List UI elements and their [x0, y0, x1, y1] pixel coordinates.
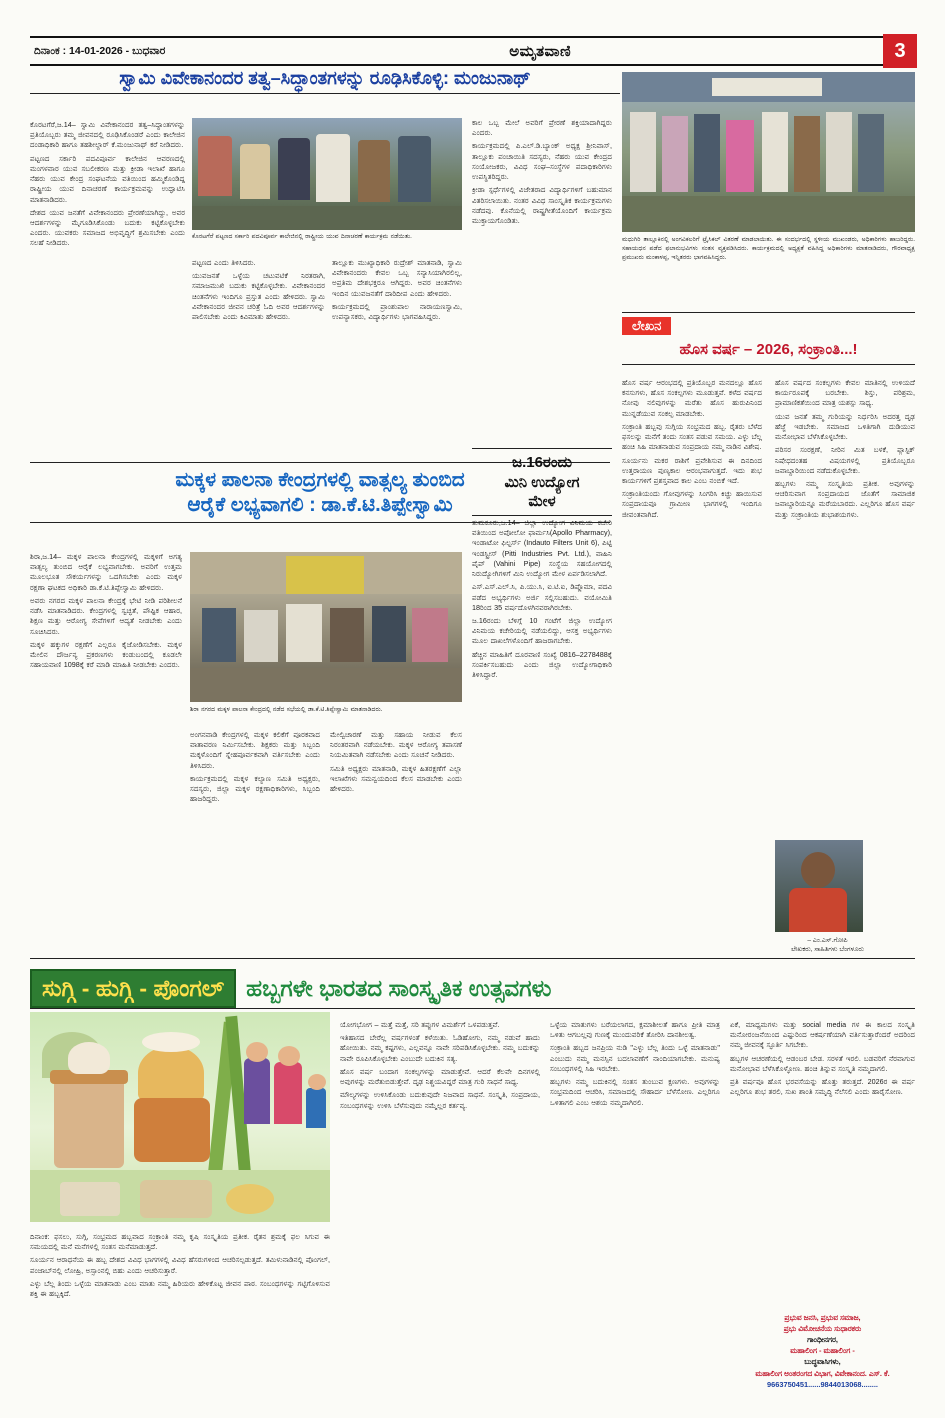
lekhana-column-1 — [622, 378, 762, 838]
paragraph: ಪ್ರತಿ ವರ್ಷವೂ ಹೊಸ ಭರವಸೆಯನ್ನು ಹೊತ್ತು ತರುತ್ತದೆ. 2026ರ ಈ ವರ್ಷ ಎಲ್ಲರಿಗೂ ಶುಭ ತರಲಿ, ಸುಖ ಶಾಂತಿ ಸಮೃದ್ಧಿ ನೆಲೆಸಲಿ ಎಂದು ಹಾರೈಸೋಣ. — [730, 1077, 915, 1097]
bottom-column-2 — [340, 1020, 540, 1405]
paragraph: ಕಾರ್ಯಕ್ರಮದಲ್ಲಿ ಪ್ರಾಂಶುಪಾಲ ನಾರಾಯಣಸ್ವಾಮಿ, ಉಪನ್ಯಾಸಕರು, ವಿದ್ಯಾರ್ಥಿಗಳು ಭಾಗವಹಿಸಿದ್ದರು. — [332, 301, 462, 322]
article1-column-4 — [472, 118, 612, 438]
paragraph: ಕಾಲ ಒಬ್ಬ ಮೇಲೆ ಅವರಿಗೆ ಪ್ರೇರಣೆ ಶಕ್ತಿಯಾದಾಗಿದ್ದರು ಎಂದರು. — [472, 118, 612, 138]
banner-left-title: ಸುಗ್ಗಿ - ಹುಗ್ಗಿ - ಪೊಂಗಲ್ — [30, 969, 236, 1008]
paragraph: ಏಕೆ, ಮಾಧ್ಯಮಗಳು ಮತ್ತು social media ಗಳ ಈ ಕಾಲದ ಸಂಸ್ಕೃತಿ ಮನೋರಂಜನೆಯಿಂದ ಎಷ್ಟುರಿಂದ ಆಕರ್ಷಣೆಯಾಗಿ ವರ್ತಿಸುತ್ತಾರೆಂದರೆ ಅದರಿಂದ ನಮ್ಮ ಜೀವನಕ್ಕೆ ಸ್ಫೂರ್ತಿ ಸಿಗಬೇಕು. — [730, 1020, 915, 1050]
banner-right-title: ಹಬ್ಬಗಳೇ ಭಾರತದ ಸಾಂಸ್ಕೃತಿಕ ಉತ್ಸವಗಳು — [246, 974, 552, 1001]
article1-headline-wrap — [30, 68, 620, 94]
article1-photo — [192, 118, 462, 230]
author-signature — [740, 936, 915, 954]
article1-photo2-caption: ಮಧುಗಿರಿ ತಾಲ್ಲೂಕಿನಲ್ಲಿ ಅಂಗವಿಕಲರಿಗೆ ಟ್ರೈಸಿಕಲ್ ವಿತರಣೆ ಮಾಡಲಾಯಿತು. ಈ ಸಂದರ್ಭದಲ್ಲಿ ಸ್ಥಳೀಯ ಮುಖಂಡರು, ಅಧಿಕಾರಿಗಳು ಹಾಜರಿದ್ದರು. ಸಹಾಯಧನ ಪಡೆದ ಫಲಾನುಭವಿಗಳು ಸಂತಸ ವ್ಯಕ್ತಪಡಿಸಿದರು. ಕಾರ್ಯಕ್ರಮದಲ್ಲಿ ಅಧ್ಯಕ್ಷತೆ ವಹಿಸಿದ್ದ ಅಧಿಕಾರಿಗಳು ಮಾತನಾಡಿದರು, ಗೌರವಾಧ್ಯಕ್ಷ ಪ್ರಮುಖರು ಮಂಕಾಳಪ್ಪ, ಇನ್ನಿತರರು ಭಾಗವಹಿಸಿದ್ದರು. — [622, 236, 915, 261]
paragraph: ಸೂರ್ಯನು ಮಕರ ರಾಶಿಗೆ ಪ್ರವೇಶಿಸುವ ಈ ದಿನದಿಂದ ಉತ್ತರಾಯಣ ಪುಣ್ಯಕಾಲ ಆರಂಭವಾಗುತ್ತದೆ. ಇದು ಶುಭ ಕಾರ್ಯಗಳಿಗೆ ಪ್ರಶಸ್ತವಾದ ಕಾಲ ಎಂಬ ನಂಬಿಕೆ ಇದೆ. — [622, 455, 762, 485]
paragraph: ಶಿರಾ,ಜ.14– ಮಕ್ಕಳ ಪಾಲನಾ ಕೇಂದ್ರಗಳಲ್ಲಿ ಮಕ್ಕಳಿಗೆ ಅಗತ್ಯ ವಾತ್ಸಲ್ಯ ತುಂಬಿದ ಆರೈಕೆ ಲಭ್ಯವಾಗಬೇಕು. ಅವರಿಗೆ ಉತ್ತಮ ಮೂಲಭೂತ ಸೌಕರ್ಯಗಳನ್ನು ಒದಗಿಸಬೇಕು ಎಂದು ಮಕ್ಕಳ ರಕ್ಷಣಾ ಘಟಕದ ಅಧಿಕಾರಿ ಡಾ.ಕೆ.ಟಿ.ತಿಪ್ಪೇಸ್ವಾಮಿ ಹೇಳಿದರು. — [30, 552, 182, 592]
paragraph: ಕೊರಟಗೆರೆ,ಜ.14– ಸ್ವಾಮಿ ವಿವೇಕಾನಂದರ ತತ್ವ–ಸಿದ್ಧಾಂತಗಳನ್ನು ಪ್ರತಿಯೊಬ್ಬರು ತಮ್ಮ ಜೀವನದಲ್ಲಿ ರೂಢಿಸಿಕೊಂಡರೆ ಎಂದು ಕಾಲೇಜಿನ ದಂಡಾಧಿಕಾರಿ ಹಾಗೂ ತಹಶೀಲ್ದಾರ್ ಕೆ.ಮಂಜುನಾಥ್ ಕರೆ ನೀಡಿದರು. — [30, 120, 185, 150]
paragraph: ಪಟ್ಟಣದ ಸರ್ಕಾರಿ ಪದವಿಪೂರ್ವ ಕಾಲೇಜಿನ ಆವರಣದಲ್ಲಿ ಮಂಗಳವಾರ ಯುವ ಸಬಲೀಕರಣ ಮತ್ತು ಕ್ರೀಡಾ ಇಲಾಖೆ ಹಾಗೂ ನೆಹರು ಯುವ ಕೇಂದ್ರ ಸಂಘಟನೆಯ ವತಿಯಿಂದ ಹಮ್ಮಿಕೊಂಡಿದ್ದ ರಾಷ್ಟ್ರೀಯ ಯುವ ದಿನಾಚರಣೆ ಕಾರ್ಯಕ್ರಮವನ್ನು ಉದ್ಘಾಟಿಸಿ ಮಾತನಾಡಿದರು. — [30, 153, 185, 204]
paragraph: ಸಂಕ್ರಾಂತಿ ಹಬ್ಬವು ಸುಗ್ಗಿಯ ಸಂಭ್ರಮದ ಹಬ್ಬ. ರೈತರು ಬೆಳೆದ ಫಸಲನ್ನು ಮನೆಗೆ ತಂದು ಸಂತಸ ಪಡುವ ಸಮಯ. ಎಳ್ಳು ಬೆಲ್ಲ ಹಂಚಿ ಸಿಹಿ ಮಾತನಾಡುವ ಸಂಪ್ರದಾಯ ನಮ್ಮ ನಾಡಿನ ವಿಶೇಷ. — [622, 421, 762, 452]
article2-column-2 — [190, 730, 320, 955]
article2-headline-line2: ಆರೈಕೆ ಲಭ್ಯವಾಗಲಿ : ಡಾ.ಕೆ.ಟಿ.ತಿಪ್ಪೇಸ್ವಾಮಿ — [187, 494, 453, 516]
article1-column-2 — [192, 258, 325, 448]
address-phone: 9663750451......9844013068........ — [767, 1379, 878, 1389]
article2-column-3 — [330, 730, 462, 955]
paragraph: ಪರಿಸರ ಸಂರಕ್ಷಣೆ, ನೀರಿನ ಮಿತ ಬಳಕೆ, ಪ್ಲಾಸ್ಟಿಕ್ ನಿಷೇಧದಂತಹ ವಿಷಯಗಳಲ್ಲಿ ಪ್ರತಿಯೊಬ್ಬರೂ ಜವಾಬ್ದಾರಿಯಿಂದ ನಡೆದುಕೊಳ್ಳಬೇಕು. — [775, 445, 915, 475]
festival-banner — [30, 965, 915, 1011]
address-line-3: ಗಾಂಧೀನಗರ, — [807, 1335, 838, 1345]
paragraph: ಅವರು ನಗರದ ಮಕ್ಕಳ ಪಾಲನಾ ಕೇಂದ್ರಕ್ಕೆ ಭೇಟಿ ನೀಡಿ ಪರಿಶೀಲನೆ ನಡೆಸಿ ಮಾತನಾಡಿದರು. ಕೇಂದ್ರಗಳಲ್ಲಿ ಸ್ವಚ್ಛತೆ, ಪೌಷ್ಟಿಕ ಆಹಾರ, ಶಿಕ್ಷಣ ಮತ್ತು ಆರೋಗ್ಯ ಸೇವೆಗಳಿಗೆ ಆದ್ಯತೆ ನೀಡಬೇಕು ಎಂದು ಸೂಚಿಸಿದರು. — [30, 595, 182, 636]
paragraph: ಹೊಸ ವರ್ಷ ಬಂದಾಗ ಸಂಕಲ್ಪಗಳನ್ನು ಮಾಡುತ್ತೇವೆ. ಆದರೆ ಕೆಲವೇ ದಿನಗಳಲ್ಲಿ ಅವುಗಳನ್ನು ಮರೆತುಬಿಡುತ್ತೇವೆ. ದೃಢ ನಿಶ್ಚಯವಿದ್ದರೆ ಮಾತ್ರ ಗುರಿ ಸಾಧನೆ ಸಾಧ್ಯ. — [340, 1066, 540, 1087]
paragraph: ಇತಿಹಾಸದ ಬೇರೆಲ್ಲ ವರ್ಷಗಳಂತೆ ಕಳೆಯಿತು. ಓಡಿಹೋಗು, ನಮ್ಮ ನಡುವೆ ಹಾದು ಹೋಯಿತು. ನಮ್ಮ ಕಷ್ಟಗಳು, ಎಲ್ಲವನ್ನೂ ನಾವೇ ಸರಿಪಡಿಸಿಕೊಳ್ಳಬೇಕು. ನಮ್ಮ ಬದುಕನ್ನು ನಾವೇ ರೂಪಿಸಿಕೊಳ್ಳಬೇಕು ಎಂಬುದೇ ಬದುಕಿನ ಸತ್ಯ. — [340, 1033, 540, 1063]
paragraph: ಹೆಚ್ಚಿನ ಮಾಹಿತಿಗೆ ದೂರವಾಣಿ ಸಂಖ್ಯೆ 0816–2278488ಕ್ಕೆ ಸಂಪರ್ಕಿಸಬಹುದು ಎಂದು ಜಿಲ್ಲಾ ಉದ್ಯೋಗಾಧಿಕಾರಿ ತಿಳಿಸಿದ್ದಾರೆ. — [472, 649, 612, 680]
masthead — [30, 36, 915, 66]
article1-headline: ಸ್ವಾಮಿ ವಿವೇಕಾನಂದರ ತತ್ವ–ಸಿದ್ಧಾಂತಗಳನ್ನು ರೂಢಿಸಿಕೊಳ್ಳಿ: ಮಂಜುನಾಥ್ — [119, 68, 531, 88]
address-line-5: ಬುದ್ಧವಾಸಿಗಳು, — [804, 1357, 841, 1367]
paragraph: ತುಮಕೂರು,ಜ.14– ಜಿಲ್ಲಾ ಉದ್ಯೋಗ ವಿನಿಮಯ ಕಚೇರಿ ವತಿಯಿಂದ ಅಪೋಲೋ ಫಾರ್ಮಸಿ(Apollo Pharmacy), ಇಂಡಾಟೋ ಫಿಲ್ಟರ್ಸ್ (Indauto Filters Unit 6), ಪಿಟ್ಟಿ ಇಂಡಸ್ಟ್ರೀಸ್ (Pitti Industries Pvt. Ltd.), ವಾಹಿನಿ ಪೈಪ್ (Vahini Pipe) ಸಂಸ್ಥೆಯ ಸಹಯೋಗದಲ್ಲಿ ನಿರುದ್ಯೋಗಿಗಳಿಗೆ ಮಿನಿ ಉದ್ಯೋಗ ಮೇಳ ಏರ್ಪಡಿಸಲಾಗಿದೆ. — [472, 518, 612, 579]
article1-photo-2 — [622, 72, 915, 232]
article1-photo-caption: ಕೊರಟಗೆರೆ ಪಟ್ಟಣದ ಸರ್ಕಾರಿ ಪದವಿಪೂರ್ವ ಕಾಲೇಜಿನಲ್ಲಿ ರಾಷ್ಟ್ರೀಯ ಯುವ ದಿನಾಚರಣೆ ಕಾರ್ಯಕ್ರಮ ನಡೆಯಿತು. — [192, 233, 412, 240]
article3-body — [472, 518, 612, 948]
paragraph: ಹಬ್ಬಗಳು ನಮ್ಮ ಸಂಸ್ಕೃತಿಯ ಪ್ರತೀಕ. ಅವುಗಳನ್ನು ಆಚರಿಸುವಾಗ ಸಂಪ್ರದಾಯದ ಜೊತೆಗೆ ಸಾಮಾಜಿಕ ಜವಾಬ್ದಾರಿಯನ್ನೂ ಮರೆಯಬಾರದು. ಎಲ್ಲರಿಗೂ ಹೊಸ ವರ್ಷ ಮತ್ತು ಸಂಕ್ರಾಂತಿಯ ಶುಭಾಶಯಗಳು. — [775, 478, 915, 519]
paragraph: ಎಸ್.ಎಸ್.ಎಲ್.ಸಿ, ಪಿ.ಯು.ಸಿ, ಐ.ಟಿ.ಐ, ಡಿಪ್ಲೊಮಾ, ಪದವಿ ಪಡೆದ ಅಭ್ಯರ್ಥಿಗಳು ಅರ್ಜಿ ಸಲ್ಲಿಸಬಹುದು. ವಯೋಮಿತಿ 18ರಿಂದ 35 ವರ್ಷದೊಳಗಿನವರಾಗಿರಬೇಕು. — [472, 582, 612, 612]
article3-headline-wrap — [472, 448, 612, 516]
paragraph: ಕಾರ್ಯಕ್ರಮದಲ್ಲಿ ಮಕ್ಕಳ ಕಲ್ಯಾಣ ಸಮಿತಿ ಅಧ್ಯಕ್ಷರು, ಸದಸ್ಯರು, ಜಿಲ್ಲಾ ಮಕ್ಕಳ ರಕ್ಷಣಾಧಿಕಾರಿಗಳು, ಸಿಬ್ಬಂದಿ ಹಾಜರಿದ್ದರು. — [190, 773, 320, 804]
article3-headline-line1: ಜ.16ರಂದು — [512, 454, 572, 471]
paragraph: ಅಂಗನವಾಡಿ ಕೇಂದ್ರಗಳಲ್ಲಿ ಮಕ್ಕಳ ಕಲಿಕೆಗೆ ಪೂರಕವಾದ ವಾತಾವರಣ ನಿರ್ಮಿಸಬೇಕು. ಶಿಕ್ಷಕರು ಮತ್ತು ಸಿಬ್ಬಂದಿ ಮಕ್ಕಳೊಂದಿಗೆ ಸ್ನೇಹಪೂರ್ವಕವಾಗಿ ವರ್ತಿಸಬೇಕು ಎಂದು ತಿಳಿಸಿದರು. — [190, 730, 320, 770]
paragraph: ದಿನಾಂಕ: ಫಸಲು, ಸುಗ್ಗಿ, ಸಂಭ್ರಮದ ಹಬ್ಬವಾದ ಸಂಕ್ರಾಂತಿ ನಮ್ಮ ಕೃಷಿ ಸಂಸ್ಕೃತಿಯ ಪ್ರತೀಕ. ರೈತನ ಶ್ರಮಕ್ಕೆ ಫಲ ಸಿಗುವ ಈ ಸಮಯದಲ್ಲಿ ಮನೆ ಮನೆಗಳಲ್ಲಿ ಸಂತಸ ಮನೆಮಾಡುತ್ತದೆ. — [30, 1232, 330, 1252]
section-divider — [30, 958, 915, 959]
address-line-4: ಮಹಾಲಿಂಗ - ಮಹಾಲಿಂಗ - — [790, 1346, 855, 1356]
masthead-date: ದಿನಾಂಕ : 14-01-2026 - ಬುಧವಾರ — [34, 44, 166, 57]
paragraph: ದೇಶದ ಯುವ ಜನತೆಗೆ ವಿವೇಕಾನಂದರು ಪ್ರೇರಣೆಯಾಗಿದ್ದು, ಅವರ ಆದರ್ಶಗಳನ್ನು ಮೈಗೂಡಿಸಿಕೊಂಡು ಬದುಕು ಕಟ್ಟಿಕೊಳ್ಳಬೇಕು ಎಂದರು. ಯುವಕರು ಸಮಾಜದ ಅಭಿವೃದ್ಧಿಗೆ ಶ್ರಮಿಸಬೇಕು ಎಂದು ಸಲಹೆ ನೀಡಿದರು. — [30, 207, 185, 248]
paragraph: ಹೊಸ ವರ್ಷ ಆರಂಭದಲ್ಲಿ ಪ್ರತಿಯೊಬ್ಬರ ಮನದಲ್ಲೂ ಹೊಸ ಕನಸುಗಳು, ಹೊಸ ಸಂಕಲ್ಪಗಳು ಮೂಡುತ್ತವೆ. ಕಳೆದ ವರ್ಷದ ನೋವು ನಲಿವುಗಳನ್ನು ಮರೆತು ಹೊಸ ಹುರುಪಿನಿಂದ ಮುನ್ನಡೆಯುವ ಸಂಕಲ್ಪ ಮಾಡಬೇಕು. — [622, 378, 762, 418]
paragraph: ಹಬ್ಬಗಳು ನಮ್ಮ ಬದುಕಿನಲ್ಲಿ ಸಂತಸ ತುಂಬುವ ಕ್ಷಣಗಳು. ಅವುಗಳನ್ನು ಸಂಭ್ರಮದಿಂದ ಆಚರಿಸಿ, ಸಮಾಜದಲ್ಲಿ ಸೌಹಾರ್ದ ಬೆಳೆಸೋಣ. ಎಲ್ಲರಿಗೂ ಒಳಿತಾಗಲಿ ಎಂಬ ಆಶಯ ನಮ್ಮದಾಗಿರಲಿ. — [550, 1077, 720, 1107]
bottom-column-4 — [730, 1020, 915, 1300]
address-line-2: ಪ್ರಭು ವಿಮೋಚನೆಯ ಸುಧಾರಕರು — [783, 1324, 862, 1334]
paragraph: ಯೋಗಭೋಗ – ಮತ್ತೆ ಮತ್ತೆ, ಸರಿ ತಪ್ಪುಗಳ ವಿಮರ್ಶೆಗೆ ಒಳಪಡುತ್ತವೆ. — [340, 1020, 500, 1029]
article2-column-1 — [30, 552, 182, 952]
banner-divider — [30, 1008, 915, 1009]
author-desc: ಲೇಖಕರು, ಸಾಹಿತಿಗಳು ಬೆಂಗಳೂರು — [790, 946, 864, 954]
publisher-address — [730, 1312, 915, 1390]
paragraph: ಒಳ್ಳೆಯ ಮಾತುಗಳು ಬರೆಯಲಾಗದ, ಕ್ಷಮಾಶೀಲತೆ ಹಾಗೂ ಪ್ರೀತಿ ಮಾತ್ರ ಒಳಿತು ಆಗಬಲ್ಲವು ಗುಣಕ್ಕೆ ಮುಂದುವರಿಕೆ ತೋರಿಸಿ ದಾನಶೀಲತ್ವ. — [550, 1020, 720, 1040]
page-number-badge: 3 — [883, 34, 917, 68]
article2-headline-line1: ಮಕ್ಕಳ ಪಾಲನಾ ಕೇಂದ್ರಗಳಲ್ಲಿ ವಾತ್ಸಲ್ಯ ತುಂಬಿದ — [175, 469, 465, 491]
paragraph: ಸಂಕ್ರಾಂತಿ ಹಬ್ಬದ ಜನಪ್ರಿಯ ನುಡಿ "ಎಳ್ಳು ಬೆಲ್ಲ ತಿಂದು ಒಳ್ಳೆ ಮಾತನಾಡು" ಎಂಬುದು ನಮ್ಮ ಮನಸ್ಸಿನ ಬದಲಾವಣೆಗೆ ನಾಂದಿಯಾಗಬೇಕು. ಮನುಷ್ಯ ಸಂಬಂಧಗಳಲ್ಲಿ ಸಿಹಿ ಇರಬೇಕು. — [550, 1043, 720, 1073]
article3-headline-line2: ಮಿನಿ ಉದ್ಯೋಗ — [504, 473, 580, 491]
paragraph: ಕ್ರೀಡಾ ಸ್ಪರ್ಧೆಗಳಲ್ಲಿ ವಿಜೇತರಾದ ವಿದ್ಯಾರ್ಥಿಗಳಿಗೆ ಬಹುಮಾನ ವಿತರಿಸಲಾಯಿತು. ನಂತರ ವಿವಿಧ ಸಾಂಸ್ಕೃತಿಕ ಕಾರ್ಯಕ್ರಮಗಳು ನಡೆದವು. ಕೊನೆಯಲ್ಲಿ ರಾಷ್ಟ್ರಗೀತೆಯೊಂದಿಗೆ ಕಾರ್ಯಕ್ರಮ ಮುಕ್ತಾಯಗೊಂಡಿತು. — [472, 185, 612, 225]
article1-column-3 — [332, 258, 462, 448]
article1-column-1 — [30, 120, 185, 420]
address-line-6: ಮಹಾಲಿಂಗ ಅಂತರಂಗದ ವಿಭಾಗ, ವಿವೇಕಾನಂದ. ಎಸ್. ಕೆ. — [755, 1368, 890, 1378]
bottom-column-1 — [30, 1232, 330, 1402]
paragraph: ತಾಲ್ಲೂಕು ಮುಖ್ಯಾಧಿಕಾರಿ ರುದ್ರೇಶ್ ಮಾತನಾಡಿ, ಸ್ವಾಮಿ ವಿವೇಕಾನಂದರು ಕೇವಲ ಒಬ್ಬ ಸನ್ಯಾಸಿಯಾಗಿರಲಿಲ್ಲ, ಅಪ್ರತಿಮ ದೇಶಭಕ್ತರೂ ಆಗಿದ್ದರು. ಅವರ ಚಿಂತನೆಗಳು ಇಂದಿನ ಯುವಜನತೆಗೆ ದಾರಿದೀಪ ಎಂದು ಹೇಳಿದರು. — [332, 258, 462, 298]
paragraph: ಯುವಜನತೆ ಒಳ್ಳೆಯ ಚಟುವಟಿಕೆ ನಿರತರಾಗಿ, ಸಮಾಜಮುಖಿ ಬದುಕು ಕಟ್ಟಿಕೊಳ್ಳಬೇಕು. ವಿವೇಕಾನಂದರ ಚಿಂತನೆಗಳು ಇಂದಿಗೂ ಪ್ರಸ್ತುತ ಎಂದು ಹೇಳಿದರು. ಸ್ವಾಮಿ ವಿವೇಕಾನಂದರ ಜೀವನ ಚರಿತ್ರೆ ಓದಿ ಅವರ ಆದರ್ಶಗಳನ್ನು ಪಾಲಿಸಬೇಕು ಎಂದು ಕಿವಿಮಾತು ಹೇಳಿದರು. — [192, 271, 325, 322]
author-photo — [775, 840, 863, 932]
masthead-title: ಅಮೃತವಾಣಿ — [509, 42, 572, 60]
bottom-column-3 — [550, 1020, 720, 1405]
article2-photo-caption: ಶಿರಾ ನಗರದ ಮಕ್ಕಳ ಪಾಲನಾ ಕೇಂದ್ರದಲ್ಲಿ ನಡೆದ ಸಭೆಯಲ್ಲಿ ಡಾ.ಕೆ.ಟಿ.ತಿಪ್ಪೇಸ್ವಾಮಿ ಮಾತನಾಡಿದರು. — [190, 706, 383, 713]
paragraph: ಮೇಲ್ವಿಚಾರಣೆ ಮತ್ತು ಸಹಾಯ ನೀಡುವ ಕೆಲಸ ನಿರಂತರವಾಗಿ ನಡೆಯಬೇಕು. ಮಕ್ಕಳ ಆರೋಗ್ಯ ತಪಾಸಣೆ ನಿಯಮಿತವಾಗಿ ನಡೆಸಬೇಕು ಎಂದು ಸೂಚನೆ ನೀಡಿದರು. — [330, 730, 462, 760]
author-name: – ಎಂ.ಎಸ್.ಗೋಪಿ — [807, 937, 848, 944]
address-line-1: ಪ್ರಭುವ ಜನಸಿ, ಪ್ರಭುವ ಸಮಾಜ, — [784, 1313, 861, 1322]
paragraph: ಸಂಕ್ರಾಂತಿಯಂದು ಗೋವುಗಳನ್ನು ಸಿಂಗರಿಸಿ ಕಿಚ್ಚು ಹಾಯಿಸುವ ಸಂಪ್ರದಾಯವೂ ಗ್ರಾಮೀಣ ಭಾಗಗಳಲ್ಲಿ ಇಂದಿಗೂ ಜೀವಂತವಾಗಿದೆ. — [622, 489, 762, 519]
article3-headline-line3: ಮೇಳ — [528, 493, 556, 510]
paragraph: ಜ.16ರಂದು ಬೆಳಿಗ್ಗೆ 10 ಗಂಟೆಗೆ ಜಿಲ್ಲಾ ಉದ್ಯೋಗ ವಿನಿಮಯ ಕಚೇರಿಯಲ್ಲಿ ನಡೆಯಲಿದ್ದು, ಆಸಕ್ತ ಅಭ್ಯರ್ಥಿಗಳು ಮೂಲ ದಾಖಲೆಗಳೊಂದಿಗೆ ಹಾಜರಾಗಬೇಕು. — [472, 615, 612, 646]
lekhana-section — [622, 312, 915, 365]
lekhana-title: ಹೊಸ ವರ್ಷ – 2026, ಸಂಕ್ರಾಂತಿ...! — [679, 341, 858, 358]
paragraph: ಯುವ ಜನತೆ ತಮ್ಮ ಗುರಿಯನ್ನು ನಿರ್ಧರಿಸಿ ಅದರತ್ತ ದೃಢ ಹೆಜ್ಜೆ ಇಡಬೇಕು. ಸಮಾಜದ ಒಳಿತಿಗಾಗಿ ದುಡಿಯುವ ಮನೋಭಾವ ಬೆಳೆಸಿಕೊಳ್ಳಬೇಕು. — [775, 411, 915, 442]
paragraph: ಹೊಸ ವರ್ಷದ ಸಂಕಲ್ಪಗಳು ಕೇವಲ ಮಾತಿನಲ್ಲಿ ಉಳಿಯದೆ ಕಾರ್ಯರೂಪಕ್ಕೆ ಬರಬೇಕು. ಶಿಸ್ತು, ಪರಿಶ್ರಮ, ಪ್ರಾಮಾಣಿಕತೆಯಿಂದ ಮಾತ್ರ ಯಶಸ್ಸು ಸಾಧ್ಯ. — [775, 378, 915, 408]
paragraph: ಮಕ್ಕಳ ಹಕ್ಕುಗಳ ರಕ್ಷಣೆಗೆ ಎಲ್ಲರೂ ಕೈಜೋಡಿಸಬೇಕು. ಮಕ್ಕಳ ಮೇಲಿನ ದೌರ್ಜನ್ಯ ಪ್ರಕರಣಗಳು ಕಂಡುಬಂದಲ್ಲಿ ಕೂಡಲೇ ಸಹಾಯವಾಣಿ 1098ಕ್ಕೆ ಕರೆ ಮಾಡಿ ಮಾಹಿತಿ ನೀಡಬೇಕು ಎಂದರು. — [30, 639, 182, 670]
paragraph: ಎಳ್ಳು ಬೆಲ್ಲ ತಿಂದು ಒಳ್ಳೆಯ ಮಾತನಾಡು ಎಂಬ ಮಾತು ನಮ್ಮ ಹಿರಿಯರು ಹೇಳಿಕೊಟ್ಟ ಜೀವನ ಪಾಠ. ಸಂಬಂಧಗಳನ್ನು ಗಟ್ಟಿಗೊಳಿಸುವ ಶಕ್ತಿ ಈ ಹಬ್ಬಕ್ಕಿದೆ. — [30, 1278, 330, 1299]
paragraph: ಹಬ್ಬಗಳ ಆಚರಣೆಯಲ್ಲಿ ಆಡಂಬರ ಬೇಡ. ಸರಳತೆ ಇರಲಿ. ಬಡವರಿಗೆ ನೆರವಾಗುವ ಮನೋಭಾವ ಬೆಳೆಸಿಕೊಳ್ಳೋಣ. ಹಂಚಿ ತಿನ್ನುವ ಸಂಸ್ಕೃತಿ ನಮ್ಮದಾಗಲಿ. — [730, 1053, 915, 1073]
paragraph: ಸಮಿತಿ ಅಧ್ಯಕ್ಷರು ಮಾತನಾಡಿ, ಮಕ್ಕಳ ಹಿತರಕ್ಷಣೆಗೆ ಎಲ್ಲಾ ಇಲಾಖೆಗಳು ಸಮನ್ವಯದಿಂದ ಕೆಲಸ ಮಾಡಬೇಕು ಎಂದು ಹೇಳಿದರು. — [330, 763, 462, 794]
paragraph: ಮೌಲ್ಯಗಳನ್ನು ಉಳಿಸಿಕೊಂಡು ಬದುಕುವುದೇ ನಿಜವಾದ ಸಾಧನೆ. ಸಂಸ್ಕೃತಿ, ಸಂಪ್ರದಾಯ, ಸಂಬಂಧಗಳನ್ನು ಉಳಿಸಿ ಬೆಳೆಸುವುದು ನಮ್ಮೆಲ್ಲರ ಕರ್ತವ್ಯ. — [340, 1090, 540, 1110]
lekhana-tag: ಲೇಖನ — [622, 317, 671, 335]
festival-illustration — [30, 1012, 330, 1222]
lekhana-column-2 — [775, 378, 915, 828]
paragraph: ಸೂರ್ಯನ ಆರಾಧನೆಯ ಈ ಹಬ್ಬ ದೇಶದ ವಿವಿಧ ಭಾಗಗಳಲ್ಲಿ ವಿವಿಧ ಹೆಸರುಗಳಿಂದ ಆಚರಿಸಲ್ಪಡುತ್ತದೆ. ತಮಿಳುನಾಡಿನಲ್ಲಿ ಪೊಂಗಲ್, ಪಂಜಾಬ್‌ನಲ್ಲಿ ಲೋಹ್ರಿ, ಅಸ್ಸಾಂನಲ್ಲಿ ಬಿಹು ಎಂದು ಆಚರಿಸುತ್ತಾರೆ. — [30, 1255, 330, 1275]
paragraph: ಕಾರ್ಯಕ್ರಮದಲ್ಲಿ ಪಿ.ಎಲ್.ಡಿ.ಬ್ಯಾಂಕ್ ಅಧ್ಯಕ್ಷ ಶ್ರೀನಿವಾಸ್, ತಾಲ್ಲೂಕು ಪಂಚಾಯಿತಿ ಸದಸ್ಯರು, ನೆಹರು ಯುವ ಕೇಂದ್ರದ ಸಂಯೋಜಕರು, ವಿವಿಧ ಸಂಘ–ಸಂಸ್ಥೆಗಳ ಪದಾಧಿಕಾರಿಗಳು ಉಪಸ್ಥಿತರಿದ್ದರು. — [472, 141, 612, 182]
article2-photo — [190, 552, 462, 702]
paragraph: ಪಟ್ಟಣದ ಎಂದು ತಿಳಿಸಿದರು. — [192, 258, 256, 267]
